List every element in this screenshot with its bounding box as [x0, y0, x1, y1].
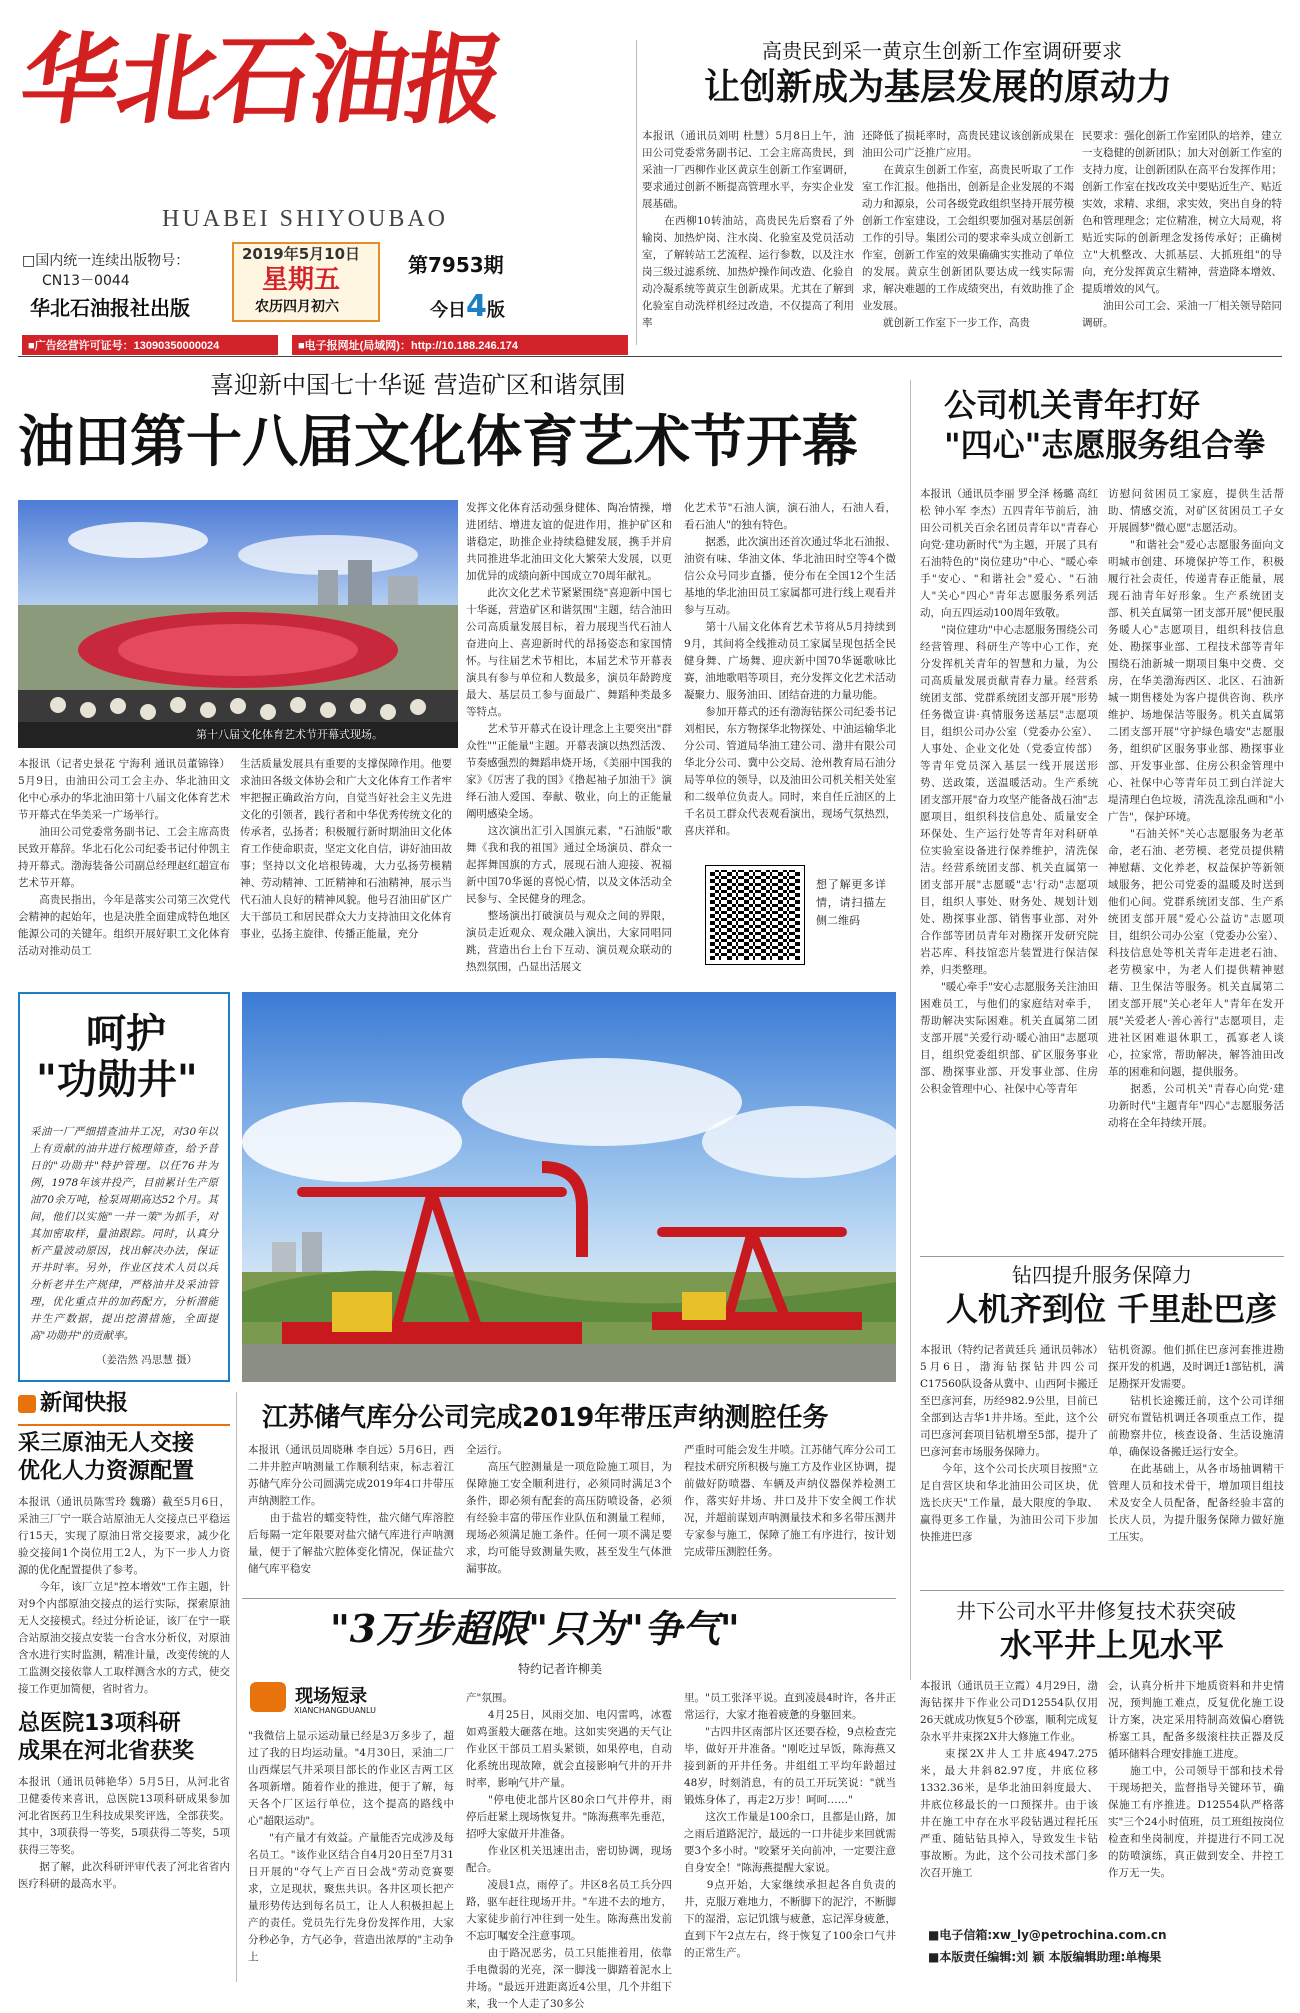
email: ■电子信箱:xw_ly@petrochina.com.cn — [928, 1928, 1167, 1942]
divider — [18, 1424, 230, 1426]
well-body: 采油一厂严细措查油井工况，对30年以上有贡献的油井进行梳理筛查，给予昔日的"功勋井"特护管理。以任76井为例，1978年该井投产，目前累计生产原油70余万吨，检泵周期高达52个月。其间，他们以实施"一井一策"为抓手，对其加密取样，量油跟踪。同时，认真分析产量波动原因，找出解决办法，保证开井时率。另外，作业区技术人员以兵分析老井生产规律，严格油井及采油管理，优化重点井的加药配方，分析潜能井生产数据，提出挖潜措施，全面提高"功勋井"的贡献率。 — [30, 1126, 218, 1342]
top-story-col-3: 民要求：强化创新工作室团队的培养，建立一支稳健的创新团队；加大对创新工作室的支持力度，让创新团队在高平台发挥作用；创新工作室在找改攻关中要贴近生产、贴近实效，求精、求细，求实效，突出自身的特色和管理理念；定位精准，树立大局观，将贴近实际的创新理念发扬传承好；正确树立"大机整改、大抓基层、大抓班组"的导向，充分发挥黄京生精神，营造降本增效、提质增效的风气。 油田公司工会、采油一厂相关领导陪同调研。 — [1082, 130, 1282, 329]
quick-news-section-label: 新闻快报 — [40, 1391, 129, 1416]
divider — [636, 40, 637, 345]
top-story-kicker: 高贵民到采一黄京生创新工作室调研要求 — [762, 39, 1122, 63]
divider — [236, 1392, 237, 1982]
steps-col-1: "我微信上显示运动量已经是3万多步了，超过了我的日均运动量。"4月30日，采油二厂山西煤层气井采项目部长的作业区吉两工区各项新增。随着作业的推进，便于了解，每天各个厂区运行单位，这个提高的路线中心"超限运动"。 "有产量才有效益。产量能否完成涉及每名员工。"该作业区结合自4月20日至7月31日开展的"夺气上产百日会战"劳动竞赛要求，立足现状，聚焦共识。各井区项长把产量形势传达到每名员工，让人人积极担起上产的责任。党员先行先身份发挥作用，大家分秒必争，方气必争，营造出浓厚的"主动争上 — [248, 1730, 454, 1963]
serial-number: CN13－0044 — [42, 273, 130, 289]
editors: ■本版责任编辑:刘 颖 本版编辑助理:单梅果 — [928, 1950, 1162, 1964]
top-story-col-2: 还降低了损耗率时，高贵民建议该创新成果在油田公司广泛推广应用。 在黄京生创新工作室，高贵民听取了工作室工作汇报。他指出，创新是企业发展的不竭动力和源泉，公司各级党政组织坚持开展劳模创新工作室建设，工会组织要加强对基层创新工作的引导。集团公司的要求牵头成立创新工作室，创新工作室的效果确确实实推动了单位的发展。黄京生创新团队要达成一线实际需求，解决难题的工作成绩突出，有效助推了企业发展。 就创新工作室下一步工作，高贵 — [862, 130, 1074, 329]
drill-col-1: 本报讯（特约记者黄廷兵 通讯员韩冰）5月6日，渤海钻探钻井四公司C17560队设备从冀中、山西阿卡搬迁至巴彦河套，历经982.9公里，目前已全部到达吉华1井井场。至此，这个公司巴彦河套项目钻机增至5部，提升了巴彦河套市场服务保障力。 今年，这个公司长庆项目按照"立足自营区块和华北油田公司区块，优选长庆天"工作量，最大限度的争取、赢得更多工作量，为油田公司下步加快推进巴彦 — [920, 1344, 1098, 1543]
festival-photo — [18, 500, 458, 748]
qr-note: 想了解更多详情，请扫描左侧二维码 — [816, 878, 886, 927]
page-count-suffix: 版 — [486, 300, 505, 321]
drill-kicker: 钻四提升服务保障力 — [1012, 1263, 1192, 1287]
well-title-2: "功勋井" — [36, 1057, 198, 1103]
quick-news-1-body: 本报讯（通讯员陈雪玲 魏璐）截至5月6日，采油三厂宁一联合站原油无人交接点已平稳运行15天，实现了原油日常交接要求，减少化验交接间1个岗位用工2人，为下一步人力资源的优化配置提供了参考。 今年，该厂立足"控本增效"工作主题，针对9个内部原油交接点的运行实际，探索原油无人交接模式。经过分析论证，该厂在宁一联合站原油交接点安装一台含水分析仪，对原油含水进行实时监测，精准计量，改变传统的人工监测交接依靠人工取样测含水的方式，使交接工作更加简便，省时省力。 — [18, 1496, 230, 1695]
issue-number: 第7953期 — [408, 253, 504, 277]
publisher: 华北石油报社出版 — [30, 296, 190, 320]
news-flag-icon — [18, 1395, 36, 1413]
quick-news-2-body: 本报讯（通讯员韩艳华）5月5日，从河北省卫健委传来喜讯，总医院13项科研成果参加河北省医药卫生科技成果奖评选，全部获奖。其中，3项获得一等奖，5项获得二等奖，5项获得三等奖。 据了解，此次科研评审代表了河北省省内医疗科研的最高水平。 — [18, 1776, 230, 1890]
pumpjack-photo — [242, 992, 896, 1382]
masthead-pinyin: HUABEI SHIYOUBAO — [162, 206, 448, 232]
serial-label-text: 国内统一连续出版物号： — [35, 253, 190, 269]
divider — [920, 1256, 1284, 1257]
top-story-col-1: 本报讯（通讯员刘明 杜慧）5月8日上午，油田公司党委常务副书记、工会主席高贵民，到采油一厂西柳作业区黄京生创新工作室调研，要求通过创新不断提高管理水平，夯实企业发展基础。 在西柳10转油站，高贵民先后察看了外输岗、加热炉岗、注水岗、化验室及党员活动室，了解转站工艺流程、运行参数，以及注水岗三级过滤系统、加热炉操作间改造、化验自动冷凝系统等黄京生创新成果。尤其在了解到化验室自动洗样机经过改造，不仅提高了利用率 — [642, 130, 854, 329]
steps-section-pinyin: XIANCHANGDUANLU — [294, 1706, 376, 1715]
festival-col-3: 发挥文化体育活动强身健体、陶冶情操，增进团结、增进友谊的促进作用，推护矿区和谐稳定，助推企业持续稳健发展，携手并肩共同推进华北油田文化大繁荣大发展，以更加优异的成绩向新中国成立70周年献礼。 此次文化艺术节紧紧围绕"喜迎新中国七十华诞，营造矿区和谐氛围"主题，结合油田公司高质量发展目标，着力展现当代石油人奋进向上、喜迎新时代的昂扬姿态和家国情怀。与往届艺术节相比，本届艺术节开幕表演具有参与单位和人数最多，演员年龄跨度最大、基层员工参与面最广、舞蹈种类最多等特点。 艺术节开幕式在设计理念上主要突出"群众性""正能量"主题。开幕表演以热烈活泼、节奏感强烈的舞蹈串烧开场，《美丽中国我的家》《厉害了我的国》《撸起袖子加油干》演绎石油人爱国、奉献、敬业，向上的正能量阐明感染全场。 这次演出汇引入国旗元素，"石油版"歌舞《我和我的祖国》通过全场演员、群众一起挥舞国旗的方式，展现石油人迎接、祝福新中国70华诞的喜悦心情，以及文体活动全民参与、全民健身的理念。 整场演出打破演员与观众之间的界限，演员走近观众、观众融入演出，大家同唱同跳，营造出台上台下互动、演员观众联动的热烈氛围，凸显出活展文 — [466, 502, 672, 973]
quick-news-1-headline-a: 采三原油无人交接 — [18, 1431, 195, 1456]
weekday: 星期五 — [262, 265, 341, 295]
well2-col-1: 本报讯（通讯员王立霞）4月29日，渤海钻探井下作业公司D12554队仅用26天就成功恢复5个砂塞，顺利完成复杂水平井束探2X井大修施工作业。 束探2X井人工井底4947.275米，最大井斜82.97度，井底位移1332.36米，是华北油田斜度最大、井底位移最长的一口预探井。由于该井在施工中存在水平段钻遇过程托压严重、随钻钻具掉入，导致发生卡钻事故断。为此，这个公司技术部门多次召开施工 — [920, 1680, 1098, 1879]
jiangsu-headline: 江苏储气库分公司完成2019年带压声纳测腔任务 — [262, 1403, 829, 1433]
web-address: ■电子报网址(局域网)：http://10.188.246.174 — [292, 335, 628, 355]
page-count-prefix: 今日 — [430, 300, 466, 321]
festival-col-4: 化艺术节"石油人演，演石油人，石油人看，看石油人"的独有特色。 据悉，此次演出还首次通过华北石油报、油资有味、华油文体、华北油田时空等4个微信公众号同步直播，使分布在全国12个生活基地的华北油田员工家属都可进行线上观看并参与互动。 第十八届文化体育艺术节将从5月持续到9月，其间将全线推动员工家属呈现包括全民健身舞、广场舞、迎庆新中国70华诞歌咏比赛，油地歌唱等项目，充分发挥文化艺术活动凝聚力、服务油田、团结奋进的力量功能。 参加开幕式的还有渤海钻探公司纪委书记刘相民，东方物探华北物探处、中油运输华北分公司、管道局华油工建公司、渤井有限公司华北分公司、冀中公交局、沧州教育局石油分局等单位的领导，以及油田公司机关相关处室和二级单位负责人。同时，来自任丘油区的上千名员工群众代表观看演出，现场气氛热烈，喜庆祥和。 — [684, 502, 896, 837]
drill-col-2: 钻机资源。他们抓住巴彦河套推进勘探开发的机遇，及时调迁1部钻机，满足勘探开发需要。 钻机长途搬迁前，这个公司详细研究布置钻机调迁各项重点工作，提前勘察井位，核查设备、生活设施清单，确保设备搬迁运行安全。 在此基础上，从各市场抽调精干管理人员和技术骨干，增加项目组技术及安全人员配备，配备经验丰富的长庆人员，为提升服务保障力做好施工压实。 — [1108, 1344, 1284, 1543]
festival-photo-image — [18, 500, 458, 748]
quick-news-2-headline-a: 总医院13项科研 — [18, 1711, 181, 1736]
lunar-date: 农历四月初六 — [255, 299, 339, 315]
steps-col-3: 里。"员工张泽平说。直到凌晨4时许，各井正常运行，大家才拖着疲惫的身躯回来。 "古四井区南部片区还要吞检，9点检查完毕，做好开井准备。"刚吃过早饭，陈海燕又接到新的开井任务。井组组工平均年龄超过48岁，时刻消息，有的员工开玩笑说："就当锻炼身体了，再走2万步！呵呵……" 这次工作量是100余口，且都是山路，加之雨后道路泥泞，最远的一口井徒步来回就需要3个多小时。"咬紧牙关向前冲，一定要注意自身安全！"陈海燕提醒大家说。 9点开始，大家继续承担起各自负责的井，克服万难地力，不断脚下的泥泞，不断脚下的湿滑，忘记饥饿与疲惫，忘记浑身疲惫，直到下午2点左右，终于恢复了100余口气井的正常生产。 — [684, 1692, 896, 1959]
steps-section-label: 现场短录 — [295, 1686, 368, 1708]
quick-news-section — [18, 1392, 128, 1416]
festival-kicker: 喜迎新中国七十华诞 营造矿区和谐氛围 — [210, 371, 626, 399]
volunteer-col-1: 本报讯（通讯员李丽 罗全泽 杨璐 高红松 钟小军 李杰）五四青年节前后，油田公司机关百余名团员青年以"青春心向党·建功新时代"为主题，开展了具有石油特色的"岗位建功"中心、"暖心牵手"安心、"和谐社会"爱心、"石油人"关心"四心"青年志愿服务系列活动，向五四运动100周年致敬。 "岗位建功"中心志愿服务围绕公司经营管理、科研生产等中心工作，充分发挥机关青年的智慧和力量，为公司高质量发展贡献青春力量。经营系统团支部、党群系统团支部开展"形势任务微宣讲·真情服务送基层"志愿项目，组织公司办公室（党委办公室）、人事处、企业文化处（党委宣传部）等青年党员深入基层一线开展送形势、送政策，送温暖活动。生产系统团支部开展"奋力攻坚产能备战石油"志愿项目，组织科技信息处、质量安全环保处、生产运行处等青年对科研单位实验室设备进行保养维护，清洗保洁。经营系统团支部、机关直属第一团支部开展"志愿暖"志'行动"志愿项目，组织人事处、财务处、规划计划处、勘探事业部、销售事业部、对外合作部等团员青年对勘探开发研究院岩芯库、科技馆恋片装置进行保洁保养，归类整理。 "暖心牵手"安心志愿服务关注油田困难员工，与他们的家庭结对牵手，帮助解决实际困难。机关直属第二团支部开展"关爱行动·暖心油田"志愿项目，组织党委组织部、矿区服务事业部、勘探事业部、开发事业部、住房公积金管理中心、社保中心等青年 — [920, 488, 1099, 1095]
divider — [18, 356, 1282, 357]
well2-col-2: 会，认真分析井下地质资料和井史情况，预判施工难点，反复优化施工设计方案，决定采用特制高效偏心磨铣桥塞工具，配备多级滚柱扶正器及反循环储料合理安排施工进度。 施工中，公司领导干部和技术骨干现场把关，监督指导关键环节，确保施工有序推进。D12554队严格落实"三个24小时值班，员工班组按岗位检查和坐岗制度，并提进行不同工况的防喷演练，真正做到安全、井控工作万无一失。 — [1108, 1680, 1284, 1879]
steps-section-tag — [250, 1682, 460, 1722]
jiangsu-col-3: 严重时可能会发生井喷。江苏储气库分公司工程技术研究所积极与施工方及作业区协调，提前做好防喷器、车辆及声纳仪器保养检测工作，落实好井场、井口及井下安全阀工作状况，并超前谋划声呐测量技术和多名带压测井专家参与施工，保障了施工有序进行，按计划完成带压测腔任务。 — [684, 1444, 896, 1558]
well2-headline: 水平井上见水平 — [1000, 1626, 1225, 1664]
qr-code[interactable] — [706, 866, 804, 964]
ad-license: ■广告经营许可证号：13090350000024 — [22, 335, 278, 355]
camera-icon — [250, 1682, 286, 1712]
masthead-logo: 华北石油报 — [13, 24, 511, 138]
divider — [910, 380, 911, 1680]
festival-col-2: 生活质量发展具有重要的支撑保障作用。他要求油田各级文体协会和广大文化体育工作者牢牢把握正确政治方向，自觉当好社会主义先进文化的引领者，践行者和中华优秀传统文化的传承者，弘扬者；积极履行新时期油田文化体育工作使命职责，坚定文化自信，讲好油田故事；坚持以文化培根铸魂，大力弘扬劳模精神、劳动精神、工匠精神和石油精神，展示当代石油人良好的精神风貌。他号召油田矿区广大干部员工和居民群众大力支持油田文化体育事业，弘扬主旋律、传播正能量，充分 — [240, 758, 452, 940]
well-title-1: 呵护 — [86, 1011, 166, 1057]
divider — [242, 1598, 896, 1599]
page-count-number: 4 — [466, 289, 487, 324]
festival-col-1: 本报讯（记者史景花 宁海利 通讯员董锦锋）5月9日，由油田公司工会主办、华北油田文化中心承办的华北油田第十八届文化体育艺术节开幕式在华美采一广场举行。 油田公司党委常务副书记、工会主席高贵民致开幕辞。华北石化公司纪委书记付仲凯主持开幕式。渤海装备公司副总经理赵红超宣布艺术节开幕。 高贵民指出，今年是落实公司第三次党代会精神的起始年，也是决胜全面建成特色地区能源公司的关键年。组织开展好职工文化体育活动对推动员工 — [18, 758, 230, 957]
quick-news-1-headline-b: 优化人力资源配置 — [18, 1459, 195, 1484]
page-count — [430, 290, 505, 323]
steps-byline: 特约记者许柳美 — [518, 1662, 603, 1676]
top-story-headline: 让创新成为基层发展的原动力 — [704, 67, 1173, 108]
volunteer-col-2: 访慰问贫困员工家庭，提供生活帮助、情感交流，对矿区贫困员工子女开展圆梦"微心愿"志愿活动。 "和谐社会"爱心志愿服务面向文明城市创建、环境保护等工作，积极履行社会责任，传递青春正能量，展现石油青年好形象。生产系统团支部、机关直属第一团支部开展"便民服务暖人心"志愿项目，组织科技信息处、勘探事业部、工程技术部等青年围绕石油新城一期项目集中交费、交房，在华美渤海西区、北区、石油新城一期售楼处为客户提供咨询、秩序维护、场地保洁等服务。机关直属第二团支部开展"守护绿色墙安"志愿服务，组织矿区服务事业部、勘探事业部、开发事业部、住房公积金管理中心、社保中心等青年员工到白洋淀大堤清理白色垃圾，清洗乱涂乱画和"小广告"，保护环境。 "石油关怀"关心志愿服务为老革命，老石油、老劳模、老党员提供精神慰藉、文化养老，权益保护等新领域服务，把公司党委的温暖及时送到他们心间。党群系统团支部、生产系统团支部开展"爱心公益访"志愿项目，组织公司办公室（党委办公室）、科技信息处等机关青年走进老石油、老劳模家中，为老人们提供精神慰藉、卫生保洁等服务。机关直属第二团支部开展"关心老年人"青年在发开展"关爱老人·善心善行"志愿项目，走进社区困难退休职工，孤寡老人谈心，拉家常，帮助解决，解答油田改革的困难和问题，提供服务。 据悉，公司机关"青春心向党·建功新时代"主题青年"四心"志愿服务活动将在全年持续开展。 — [1108, 488, 1284, 1129]
festival-photo-caption: 第十八届文化体育艺术节开幕式现场。 — [196, 728, 383, 741]
quick-news-2-headline-b: 成果在河北省获奖 — [18, 1739, 195, 1764]
serial-label: □国内统一连续出版物号： — [22, 253, 190, 269]
date: 2019年5月10日 — [242, 245, 361, 263]
divider — [920, 1590, 1284, 1591]
festival-headline: 油田第十八届文化体育艺术节开幕 — [18, 410, 858, 475]
jiangsu-col-1: 本报讯（通讯员周晓琳 李自远）5月6日，西二井井腔声呐测量工作顺利结束，标志着江苏储气库分公司圆满完成2019年4口井带压声纳测腔工作。 由于盐岩的蠕变特性，盐穴储气库溶腔后每隔一定年限要对盐穴储气库进行声呐测量，便于了解盐穴腔体变化情况，保证盐穴储气库平稳安 — [248, 1444, 454, 1575]
volunteer-headline-1: 公司机关青年打好 — [944, 386, 1201, 424]
steps-col-2: 产"氛围。 4月25日，风雨交加、电闪雷鸣，冰雹如鸡蛋般大砸落在地。这如实突遇的天气让作业区干部员工眉头紧锁，如果停电，自动化系统出现故障，就会直接影响气井的开井时率，影响气井产量。 "停电使北部片区80余口气井停井，雨停后赶紧上现场恢复井。"陈海燕率先垂范，招呼大家做开井准备。 作业区机关迅速出击，密切协调，现场配合。 凌晨1点，雨停了。井区8名员工兵分四路，驱车赶往现场开井。"车进不去的地方，大家徒步前行冲往到一处生。陈海燕出发前不忘叮嘱安全注意事项。 由于路况恶劣，员工只能推着用，依靠手电微弱的光亮，深一脚浅一脚踏着泥水上井场。"最远开进距离近4公里，几个井组下来，我一个人走了30多公 — [466, 1692, 672, 2010]
volunteer-headline-2: "四心"志愿服务组合拳 — [944, 426, 1266, 464]
pumpjack-photo-image — [242, 992, 896, 1382]
well2-kicker: 井下公司水平井修复技术获突破 — [956, 1599, 1236, 1623]
steps-headline: "3万步超限"只为"争气" — [330, 1606, 740, 1651]
well-byline: （姜浩然 冯思慧 摄） — [96, 1354, 198, 1366]
drill-headline: 人机齐到位 千里赴巴彦 — [946, 1290, 1278, 1328]
jiangsu-col-2: 全运行。 高压气腔测量是一项危险施工项目，为保障施工安全顺利进行，必须同时满足3个条件，即必须有配套的高压防喷设备，必须有经验丰富的带压作业队伍和测量工程师，现场必须满足施工条件。任何一项不满足要求，均可能导致测量失败，甚至发生气体泄漏事故。 — [466, 1444, 672, 1575]
